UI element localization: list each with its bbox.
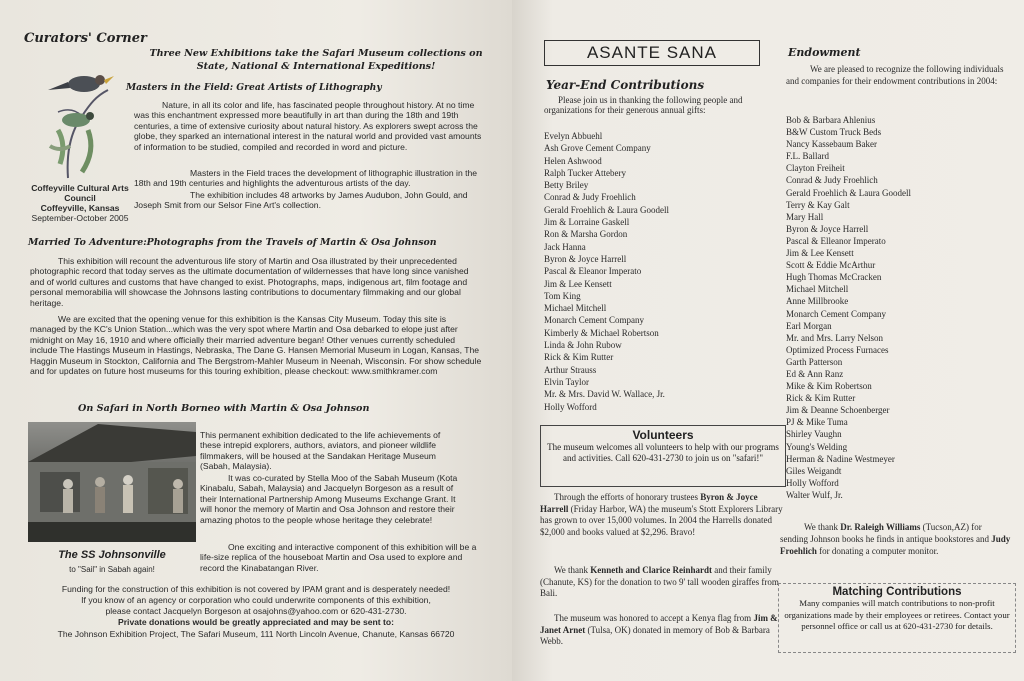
endowment-title: Endowment xyxy=(788,46,861,59)
funding-line-5: The Johnson Exhibition Project, The Safari Museum, 111 North Lincoln Avenue, Chanute, Kansas 66720 xyxy=(57,629,455,639)
endowment-list-item: Optimized Process Furnaces xyxy=(786,344,889,355)
endowment-list-item: Anne Millbrooke xyxy=(786,296,849,307)
borneo-body: This permanent exhibition dedicated to the life achievements of these intrepid explorers, authors, aviators, and pioneer wildlife filmmakers, will be housed at the Sandakan Heritage Museum (Sabah, Malaysia). xyxy=(200,430,441,472)
williams-name: Dr. Raleigh Williams xyxy=(840,522,921,532)
married-body: This exhibition will recount the adventurous life story of Martin and Osa illustrated by their unprecedented photographic record that today serves as the ultimate documentation of wildernesses that have long since vanished and of world cultures and customs that have changed to exist. Photographs, maps, indigenous art, film footage and personal memorabilia will showcase the Johnsons lasting contributions to documentary filmmaking and our global heritage. xyxy=(30,256,469,308)
headline: Three New Exhibitions take the Safari Museum collections on State, National & International Expeditions! xyxy=(149,48,483,72)
bird-lithograph-image xyxy=(38,60,120,180)
matching-contributions-box xyxy=(778,583,1016,653)
contributor-list-item: Arthur Strauss xyxy=(544,364,597,375)
endowment-list-item: Mary Hall xyxy=(786,211,824,222)
contributor-list-item: Conrad & Judy Froehlich xyxy=(544,192,636,203)
endowment-list-item: Conrad & Judy Froehlich xyxy=(786,175,878,186)
banner-text: ASANTE SANA xyxy=(586,43,718,62)
endowment-list-item: Pascal & Elleanor Imperato xyxy=(786,235,886,246)
contributor-list-item: Linda & John Rubow xyxy=(544,340,622,351)
contributor-list-item: Tom King xyxy=(544,290,581,301)
contributors-list xyxy=(544,130,776,413)
contributor-list-item: Ash Grove Cement Company xyxy=(544,143,651,154)
borneo-body-3: One exciting and interactive component of this exhibition will be a life-size replica of the houseboat Martin and Osa used to explore and record the Kinabatangan River. xyxy=(200,542,477,573)
endowment-list-item: Rick & Kim Rutter xyxy=(786,393,856,404)
endowment-list-item: Monarch Cement Company xyxy=(786,308,886,319)
right-page xyxy=(512,0,1024,681)
married-title: Married To Adventure:Photographs from the Travels of Martin & Osa Johnson xyxy=(28,237,437,248)
contributor-list-item: Ron & Marsha Gordon xyxy=(544,229,628,240)
endowment-list-item: Jim & Deanne Schoenberger xyxy=(786,405,890,416)
thanks-post: and their family (Chanute, KS) for the donation to two 9' tall wooden giraffes from Bali. xyxy=(540,565,779,599)
endowment-list xyxy=(786,114,1012,501)
caption-org: Coffeyville Cultural Arts Council xyxy=(31,183,129,204)
borneo-title: On Safari in North Borneo with Martin & Osa Johnson xyxy=(78,403,370,414)
endowment-list-item: Bob & Barbara Ahlenius xyxy=(786,115,876,125)
volunteers-body: The museum welcomes all volunteers to help with our programs and activities. Call 620-431-2730 to join us on "safari!" xyxy=(547,442,779,463)
endowment-list-item: F.L. Ballard xyxy=(786,151,830,162)
endowment-intro: We are pleased to recognize the following individuals and companies for their endowment contributions in 2004: xyxy=(786,64,1004,86)
funding-line-2: If you know of an agency or corporation who could underwrite components of this exhibition, xyxy=(81,595,431,605)
funding-line-4: Private donations would be greatly appreciated and may be sent to: xyxy=(117,617,394,627)
married-body-2: We are excited that the opening venue for this exhibition is the Kansas City Museum. Today this site is managed by the KC's Union Station...which was the very spot where Martin and Osa debarked to elope just after midnight on May 16, 1910 and where officially their married adventure began! Other venues currently scheduled include The Hastings Museum in Hastings, Nebraska, The Dane G. Hansen Memorial Museum in Logan, Kansas, The Haggin Museum in Stockton, California and The Bergstrom-Mahler Museum in Neenah, Wisconsin. For show schedule and for updates on future host museums for this touring exhibition, please checkout: www.smithkramer.com xyxy=(30,314,482,377)
thanks-pre: We thank xyxy=(554,565,589,575)
contributor-list-item: Helen Ashwood xyxy=(544,155,602,166)
contributor-list-item: Betty Briley xyxy=(544,180,589,191)
contributor-list-item: Evelyn Abbuehl xyxy=(544,131,603,141)
houseboat-photo xyxy=(28,422,196,542)
endowment-list-item: Ed & Ann Ranz xyxy=(786,368,844,379)
thanks-names: Kenneth and Clarice Reinhardt xyxy=(590,565,713,575)
endowment-list-item: PJ & Mike Tuma xyxy=(786,417,848,428)
contributor-list-item: Jack Hanna xyxy=(544,241,586,252)
caption-date: September-October 2005 xyxy=(31,213,129,223)
volunteers-title: Volunteers xyxy=(632,428,694,442)
trustees-post: (Friday Harbor, WA) the museum's Stott Explorers Library has grown to over 15,000 volumes. In 2004 the Harrells donated $2,000 and books valued at $2,296. Bravo! xyxy=(540,503,783,537)
contributor-list-item: Jim & Lee Kensett xyxy=(544,278,612,289)
endowment-list-item: Earl Morgan xyxy=(786,320,832,331)
contributor-list-item: Mr. & Mrs. David W. Wallace, Jr. xyxy=(544,389,665,400)
funding-line-3: please contact Jacquelyn Borgeson at osajohns@yahoo.com or 620-431-2730. xyxy=(105,606,407,616)
endowment-list-item: Clayton Freiheit xyxy=(786,163,845,174)
contributor-list-item: Elvin Taylor xyxy=(544,376,589,387)
trustees-pre: Through the efforts of honorary trustees xyxy=(554,492,699,502)
matching-title: Matching Contributions xyxy=(832,586,962,598)
asante-sana-banner xyxy=(544,40,760,66)
year-end-title: Year-End Contributions xyxy=(546,78,705,92)
contrib-intro: Please join us in thanking the following people and organizations for their generous annual gifts: xyxy=(544,95,743,116)
endowment-list-item: Terry & Kay Galt xyxy=(786,199,850,210)
contributor-list-item: Ralph Tucker Attebery xyxy=(544,167,626,178)
trustees-paragraph xyxy=(540,492,784,538)
endowment-list-item: Walter Wulf, Jr. xyxy=(786,489,843,500)
masters-body: Nature, in all its color and life, has fascinated people throughout history. At no time was this enchantment expressed more beautifully in art than during the 18th and 19th centuries, a time of extensive curiosity about natural history. As explorers swept across the globe, they sparked an international interest in the natural world and provided vast amounts of information to be studied, compiled and recorded in word and picture. xyxy=(134,100,482,152)
caption-city: Coffeyville, Kansas xyxy=(40,203,120,213)
reinhardt-paragraph xyxy=(540,565,784,600)
endowment-list-item: Michael Mitchell xyxy=(786,284,849,295)
williams-paragraph xyxy=(780,522,1012,557)
endowment-list-item: Holly Wofford xyxy=(786,477,839,488)
kenya-paragraph xyxy=(540,613,784,648)
endowment-list-item: Mr. and Mrs. Larry Nelson xyxy=(786,332,883,343)
endowment-list-item: Hugh Thomas McCracken xyxy=(786,272,882,283)
photo-caption: The SS Johnsonville xyxy=(58,549,166,561)
kenya-names: Jim & Janet Arnet xyxy=(540,613,778,635)
endowment-list-item: Jim & Lee Kensett xyxy=(786,248,854,259)
volunteers-box xyxy=(540,425,786,487)
contributor-list-item: Monarch Cement Company xyxy=(544,315,644,326)
photo-subcaption: to "Sail" in Sabah again! xyxy=(69,565,155,574)
contributor-list-item: Pascal & Eleanor Imperato xyxy=(544,266,642,277)
williams-post: for donating a computer monitor. xyxy=(819,545,939,556)
endowment-list-item: Scott & Eddie McArthur xyxy=(786,260,876,271)
contributor-list-item: Jim & Lorraine Gaskell xyxy=(544,217,630,228)
froehlich-name: Judy Froehlich xyxy=(780,533,1011,556)
endowment-list-item: Nancy Kassebaum Baker xyxy=(786,139,877,150)
endowment-list-item: Gerald Froehlich & Laura Goodell xyxy=(786,187,911,198)
contributor-list-item: Holly Wofford xyxy=(544,401,597,412)
contributor-list-item: Michael Mitchell xyxy=(544,303,607,314)
contributor-list-item: Byron & Joyce Harrell xyxy=(544,253,627,264)
endowment-list-item: Mike & Kim Robertson xyxy=(786,381,872,392)
masters-title: Masters in the Field: Great Artists of Lithography xyxy=(126,82,382,93)
contributor-list-item: Kimberly & Michael Robertson xyxy=(544,327,659,338)
curators-corner-title: Curators' Corner xyxy=(24,31,147,46)
contributor-list-item: Gerald Froehlich & Laura Goodell xyxy=(544,204,669,215)
funding-line-1: Funding for the construction of this exhibition is not covered by IPAM grant and is desperately needed! xyxy=(61,584,451,594)
endowment-list-item: Giles Weigandt xyxy=(786,465,842,476)
masters-body-3: The exhibition includes 48 artworks by James Audubon, John Gould, and Joseph Smit from our Selsor Fine Art's collection. xyxy=(134,190,468,211)
williams-mid: (Tucson,AZ) for sending Johnson books he finds in antique bookstores and xyxy=(780,522,989,544)
masters-body-2: Masters in the Field traces the development of lithographic illustration in the 18th and 19th centuries and highlights the adventurous artists of the day. xyxy=(134,168,478,189)
endowment-list-item: Garth Patterson xyxy=(786,356,843,367)
kenya-post: (Tulsa, OK) donated in memory of Bob & Barbara Webb. xyxy=(540,624,770,647)
endowment-list-item: Shirley Vaughn xyxy=(786,429,842,440)
trustees-names: Byron & Joyce Harrell xyxy=(540,492,758,514)
matching-body: Many companies will match contributions to non-profit organizations made by their employees or retirees. Contact your personnel office or call us at 620-431-2730 for details. xyxy=(784,598,1010,631)
endowment-list-item: Byron & Joyce Harrell xyxy=(786,223,869,234)
contributor-list-item: Rick & Kim Rutter xyxy=(544,352,614,363)
endowment-list-item: B&W Custom Truck Beds xyxy=(786,127,882,138)
endowment-list-item: Herman & Nadine Westmeyer xyxy=(786,453,895,464)
borneo-body-2: It was co-curated by Stella Moo of the Sabah Museum (Kota Kinabalu, Sabah, Malaysia) and Jacquelyn Borgeson as a result of their International Partnership Among Museums Exchange Grant. It will honor the memory of Martin and Osa Johnson and restore their amazing photos to the people whose heritage they celebrate! xyxy=(200,473,458,525)
williams-pre: We thank xyxy=(804,522,839,532)
endowment-list-item: Young's Welding xyxy=(786,441,848,452)
kenya-pre: The museum was honored to accept a Kenya flag from xyxy=(554,613,752,623)
